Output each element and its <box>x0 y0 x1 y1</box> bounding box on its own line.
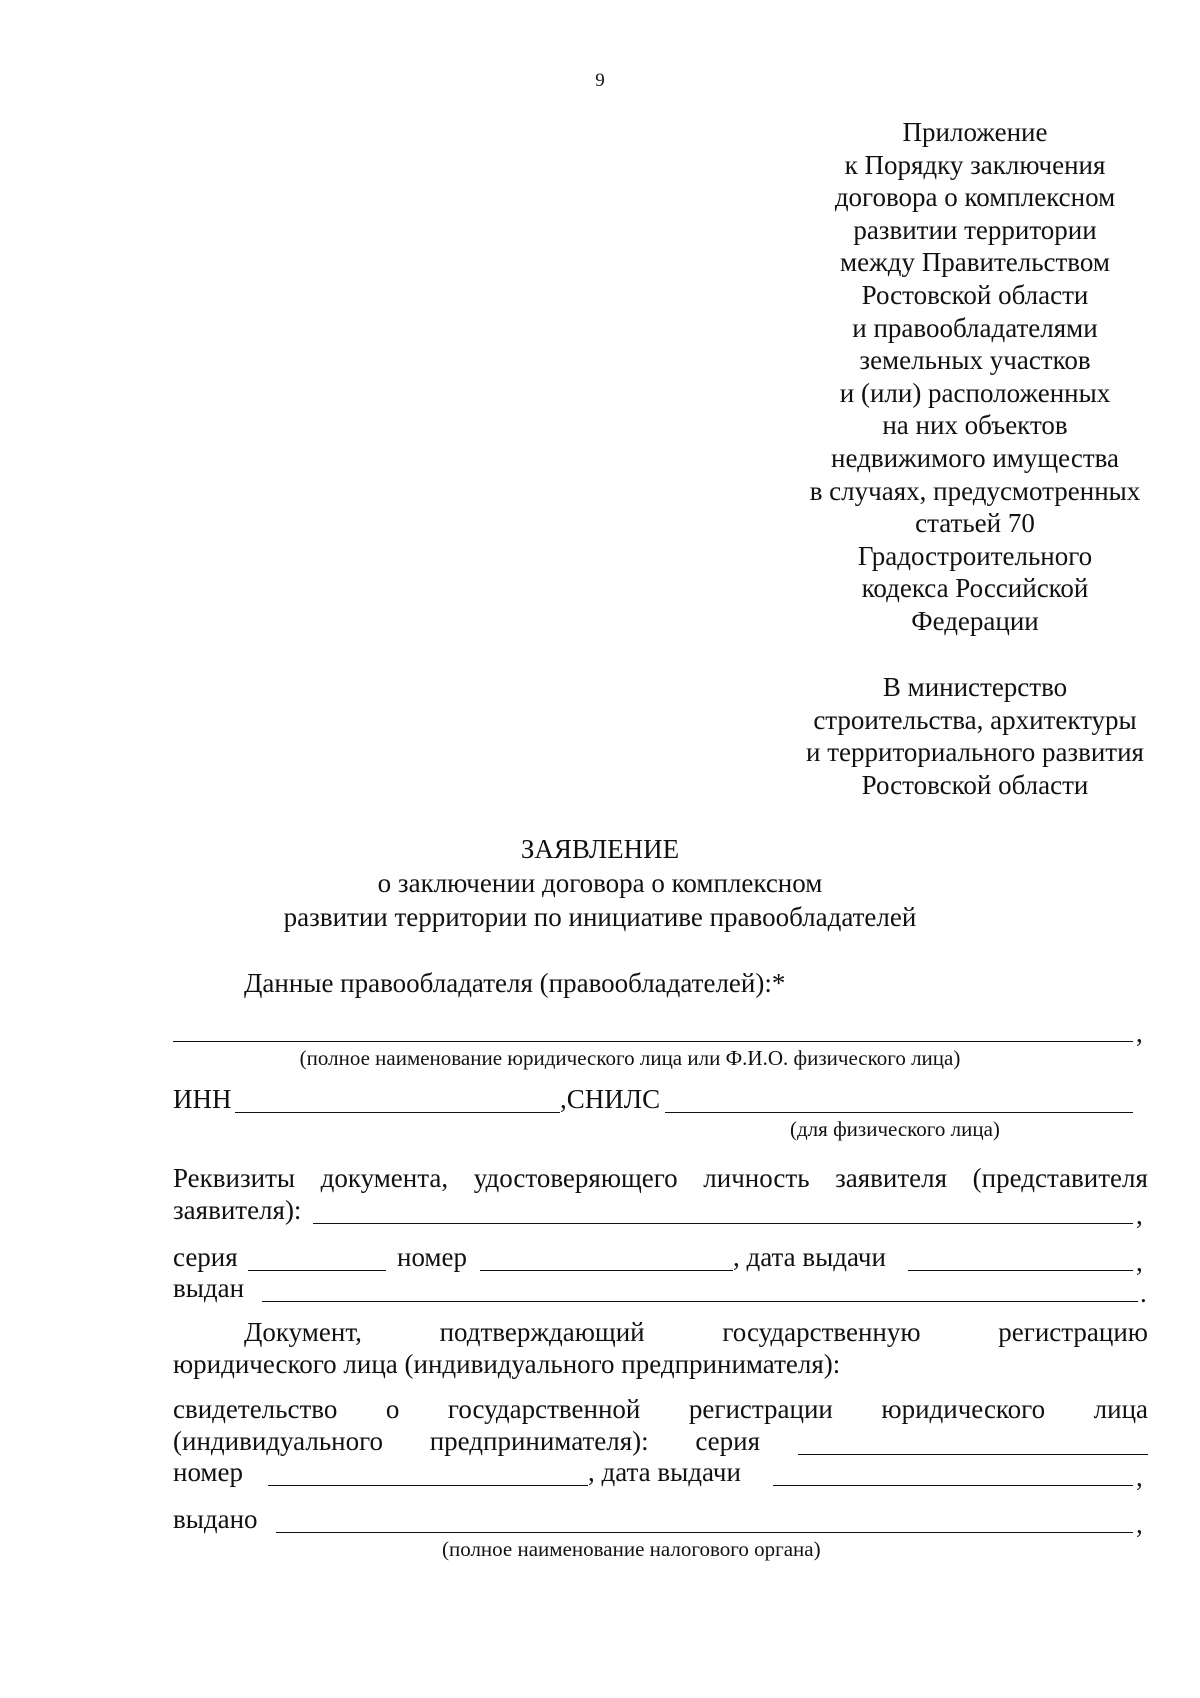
appendix-line-8: земельных участков <box>859 345 1091 376</box>
id-doc-field[interactable] <box>313 1223 1133 1224</box>
cert-line-2 <box>173 1426 760 1457</box>
appendix-line-2: к Порядку заключения <box>844 149 1106 180</box>
cert-word: лица <box>1093 1394 1148 1424</box>
comma: , <box>1136 1200 1143 1230</box>
appendix-line-14: Градостроительного <box>857 540 1093 571</box>
issued-by-label: выдан <box>173 1273 245 1303</box>
appendix-line-10: на них объектов <box>882 410 1068 441</box>
appendix-line-12: в случаях, предусмотренных <box>809 475 1141 506</box>
reg-doc-word: подтверждающий <box>439 1317 645 1347</box>
cert-series-field[interactable] <box>798 1454 1148 1455</box>
cert-word: предпринимателя): <box>429 1426 649 1456</box>
appendix-line-15: кодекса Российской <box>861 573 1089 604</box>
issued-field[interactable] <box>276 1532 1133 1533</box>
recipient-line-2: строительства, архитектуры <box>813 704 1137 735</box>
inn-field[interactable] <box>235 1112 560 1113</box>
cert-number-field[interactable] <box>268 1485 588 1486</box>
recipient-block <box>790 671 1160 801</box>
reg-doc-word: государственную <box>722 1317 921 1347</box>
document-title <box>0 832 1200 934</box>
cert-issue-date-label: , дата выдачи <box>588 1457 741 1487</box>
holder-name-caption: (полное наименование юридического лица или Ф.И.О. физического лица) <box>299 1046 961 1070</box>
issued-by-field[interactable] <box>262 1301 1138 1302</box>
page-number: 9 <box>595 70 605 91</box>
appendix-line-4: развитии территории <box>853 214 1097 245</box>
series-field[interactable] <box>248 1270 386 1271</box>
comma: , <box>1136 1247 1143 1277</box>
reg-doc-word: Документ, <box>244 1317 362 1347</box>
snils-field[interactable] <box>665 1112 1133 1113</box>
appendix-line-9: и (или) расположенных <box>839 377 1111 408</box>
cert-line-1 <box>173 1394 1148 1425</box>
holder-name-field[interactable] <box>173 1041 1133 1042</box>
holder-data-label: Данные правообладателя (правообладателей):* <box>244 968 786 998</box>
reg-doc-line-1 <box>244 1317 1148 1348</box>
id-doc-word: документа, <box>320 1163 449 1193</box>
cert-word: (индивидуального <box>173 1426 384 1456</box>
id-doc-line-1 <box>173 1163 1148 1194</box>
issue-date-label: , дата выдачи <box>733 1242 886 1272</box>
id-doc-line-2-label: заявителя): <box>173 1195 302 1225</box>
appendix-line-6: Ростовской области <box>861 279 1089 310</box>
cert-issue-date-field[interactable] <box>773 1485 1133 1486</box>
title-subtitle-line-1: о заключении договора о комплексном <box>377 868 823 898</box>
comma: , <box>1136 1018 1143 1048</box>
snils-label: ,СНИЛС <box>560 1084 661 1114</box>
id-doc-word: личность <box>703 1163 810 1193</box>
recipient-line-3: и территориального развития <box>806 737 1144 768</box>
cert-word: о <box>385 1394 400 1424</box>
cert-number-label: номер <box>173 1457 244 1487</box>
appendix-line-5: между Правительством <box>840 247 1110 278</box>
period: . <box>1140 1278 1147 1308</box>
cert-word: государственной <box>447 1394 641 1424</box>
title-subtitle-line-2: развитии территории по инициативе правообладателей <box>283 902 917 932</box>
reg-doc-line-2: юридического лица (индивидуального предпринимателя): <box>173 1349 841 1379</box>
title-heading: ЗАЯВЛЕНИЕ <box>520 834 680 864</box>
recipient-line-4: Ростовской области <box>861 769 1089 800</box>
number-field[interactable] <box>480 1270 733 1271</box>
appendix-line-16: Федерации <box>911 605 1039 636</box>
tax-authority-caption: (полное наименование налогового органа) <box>442 1537 821 1561</box>
snils-caption: (для физического лица) <box>790 1117 1000 1141</box>
comma: , <box>1136 1462 1143 1492</box>
reg-doc-word: регистрацию <box>998 1317 1148 1347</box>
cert-word: регистрации <box>688 1394 833 1424</box>
cert-word: свидетельство <box>173 1394 338 1424</box>
series-label: серия <box>173 1242 238 1272</box>
issue-date-field[interactable] <box>908 1270 1133 1271</box>
appendix-line-13: статьей 70 <box>915 508 1035 539</box>
id-doc-word: Реквизиты <box>173 1163 296 1193</box>
id-doc-word: (представителя <box>972 1163 1148 1193</box>
comma: , <box>1136 1509 1143 1539</box>
cert-word: юридического <box>881 1394 1046 1424</box>
id-doc-word: заявителя <box>835 1163 948 1193</box>
cert-word: серия <box>695 1426 760 1456</box>
appendix-line-11: недвижимого имущества <box>831 442 1119 473</box>
recipient-line-1: В министерство <box>882 672 1068 702</box>
id-doc-word: удостоверяющего <box>473 1163 678 1193</box>
appendix-line-1: Приложение <box>902 117 1048 147</box>
appendix-line-7: и правообладателями <box>852 312 1098 343</box>
appendix-line-3: договора о комплексном <box>834 182 1116 213</box>
inn-label: ИНН <box>173 1084 232 1114</box>
number-label: номер <box>397 1242 468 1272</box>
appendix-block <box>790 116 1160 638</box>
issued-label: выдано <box>173 1504 258 1534</box>
